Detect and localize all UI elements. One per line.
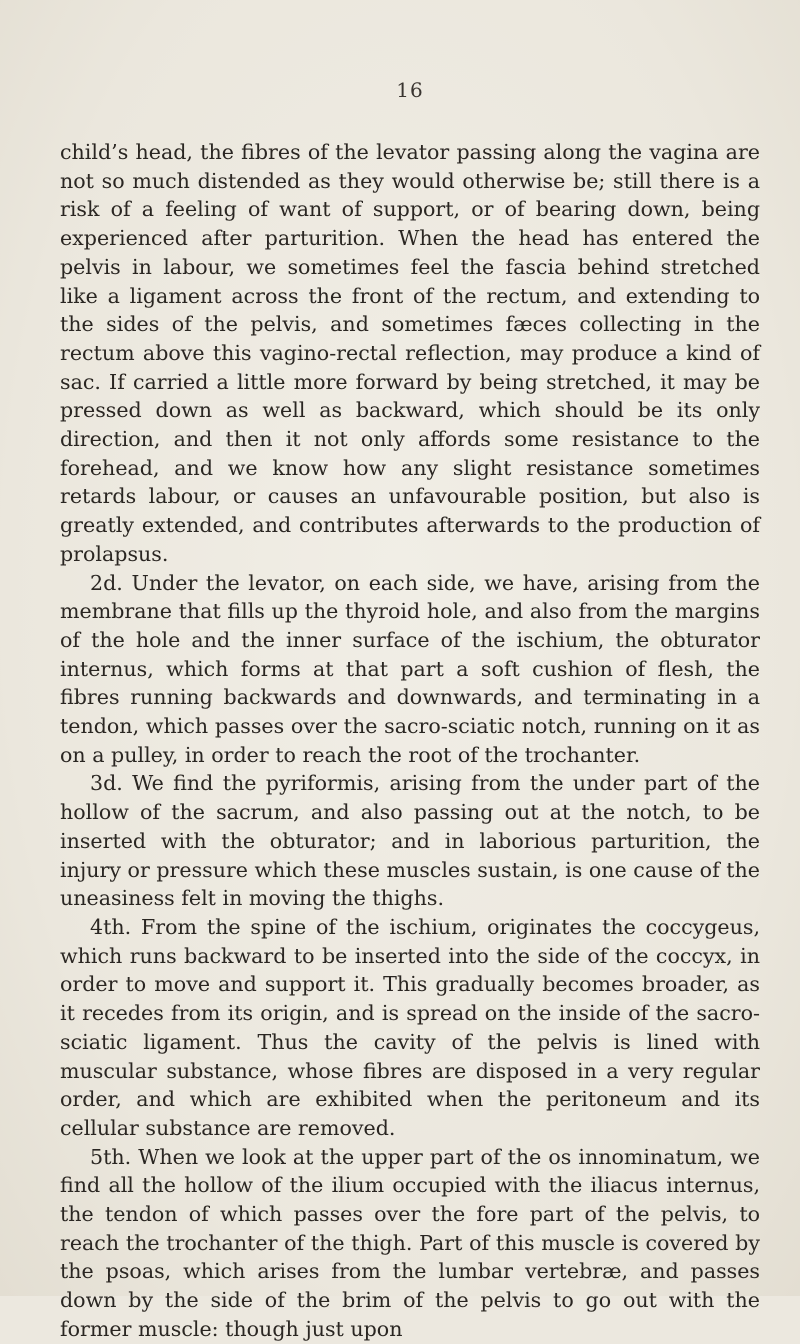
paragraph-3: 3d. We find the pyriformis, arising from the under part of the hollow of the sacrum, and also passing out at the notch, to be inserted with the obturator; and in laborious parturition, the injury or pressure which these muscles sustain, is one cause of the uneasiness felt in moving the thighs. xyxy=(60,771,760,911)
paragraph-1: child’s head, the fibres of the levator passing along the vagina are not so much distended as they would otherwise be; still there is a risk of a feeling of want of support, or of bearing down, being experienced after parturition. When the head has entered the pelvis in labour, we sometimes feel the fascia behind stretched like a ligament across the front of the rectum, and extending to the sides of the pelvis, and sometimes fæces collecting in the rectum above this vagino-rectal reflection, may produce a kind of sac. If carried a little more forward by being stretched, it may be pressed down as well as backward, which should be its only direction, and then it not only affords some resistance to the forehead, and we know how any slight resistance sometimes retards labour, or causes an unfavourable position, but also is greatly extended, and contributes afterwards to the production of prolapsus. xyxy=(60,140,760,566)
paragraph-4: 4th. From the spine of the ischium, originates the coccygeus, which runs backward to be inserted into the side of the coccyx, in order to move and support it. This gradually becomes broader, as it recedes from its origin, and is spread on the inside of the sacro-sciatic ligament. Thus the cavity of the pelvis is lined with muscular substance, whose fibres are disposed in a very regular order, and which are exhibited when the peritoneum and its cellular substance are removed. xyxy=(60,914,760,1140)
paragraph-2: 2d. Under the levator, on each side, we have, arising from the membrane that fills up the thyroid hole, and also from the margins of the hole and the inner surface of the ischium, the obturator internus, which forms at that part a soft cushion of flesh, the fibres running backwards and downwards, and terminating in a tendon, which passes over the sacro-sciatic notch, running on it as on a pulley, in order to reach the root of the trochanter. xyxy=(60,570,760,767)
body-text xyxy=(60,138,760,1344)
paragraph-5: 5th. When we look at the upper part of the os innominatum, we find all the hollow of the ilium occupied with the iliacus internus, the tendon of which passes over the fore part of the pelvis, to reach the trochanter of the thigh. Part of this muscle is covered by the psoas, which arises from the lumbar vertebræ, and passes down by the side of the brim of the pelvis to go out with the former muscle: though just upon xyxy=(60,1144,760,1341)
page-number: 16 xyxy=(396,78,424,102)
